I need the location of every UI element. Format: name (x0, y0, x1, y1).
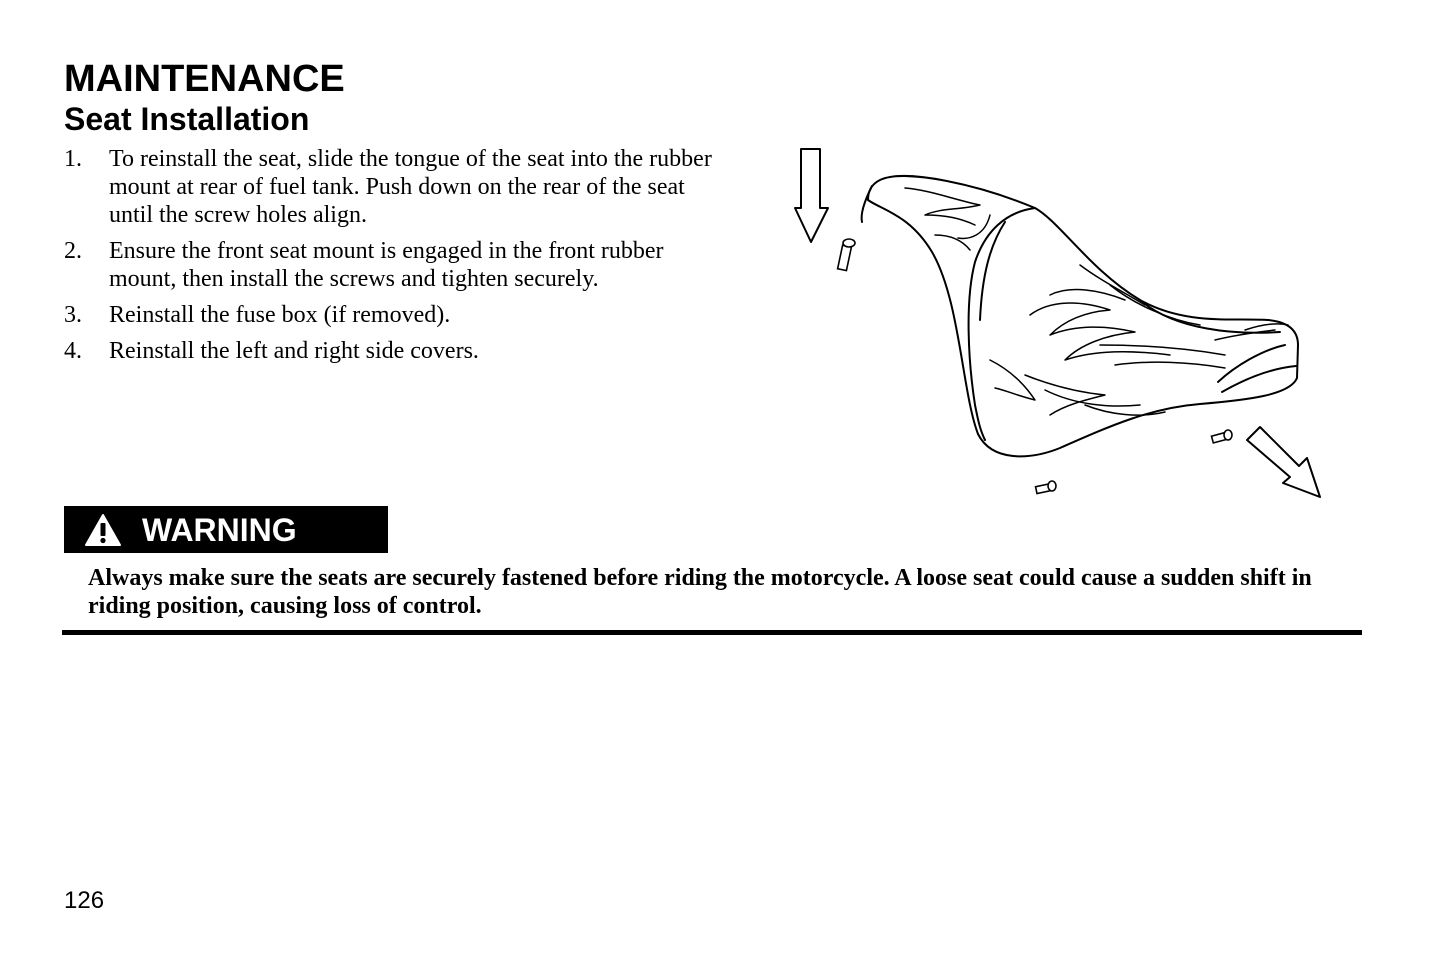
warning-label: WARNING (142, 511, 297, 548)
step-text: Ensure the front seat mount is engaged in the front rubber mount, then install the screws and tighten securely. (109, 238, 664, 292)
step-item (64, 337, 714, 365)
screw-icon (1036, 481, 1056, 494)
step-number: 2. (64, 238, 82, 264)
warning-text: Always make sure the seats are securely fastened before riding the motorcycle. A loose seat could cause a sudden shift in riding position, causing loss of control. (88, 565, 1312, 619)
step-number: 1. (64, 146, 82, 172)
page-number: 126 (64, 887, 105, 914)
warning-triangle-icon (84, 513, 122, 547)
step-item (64, 145, 714, 229)
arrow-down-icon (795, 149, 828, 242)
divider (62, 630, 1362, 635)
installation-steps (64, 145, 714, 373)
step-text: Reinstall the fuse box (if removed). (109, 302, 451, 328)
screw-icon (1211, 430, 1232, 443)
subsection-title: Seat Installation (64, 101, 310, 137)
screw-icon (838, 239, 855, 271)
step-number: 4. (64, 338, 82, 364)
step-item (64, 301, 714, 329)
step-number: 3. (64, 302, 82, 328)
step-item (64, 237, 714, 293)
step-text: To reinstall the seat, slide the tongue of the seat into the rubber mount at rear of fuel tank. Push down on the rear of the seat until the screw holes align. (109, 146, 712, 228)
warning-header (64, 506, 388, 553)
arrow-diagonal-icon (1247, 427, 1320, 497)
step-text: Reinstall the left and right side covers. (109, 338, 479, 364)
seat-drawing (862, 176, 1298, 456)
section-title: MAINTENANCE (64, 58, 345, 100)
seat-illustration (780, 140, 1340, 510)
